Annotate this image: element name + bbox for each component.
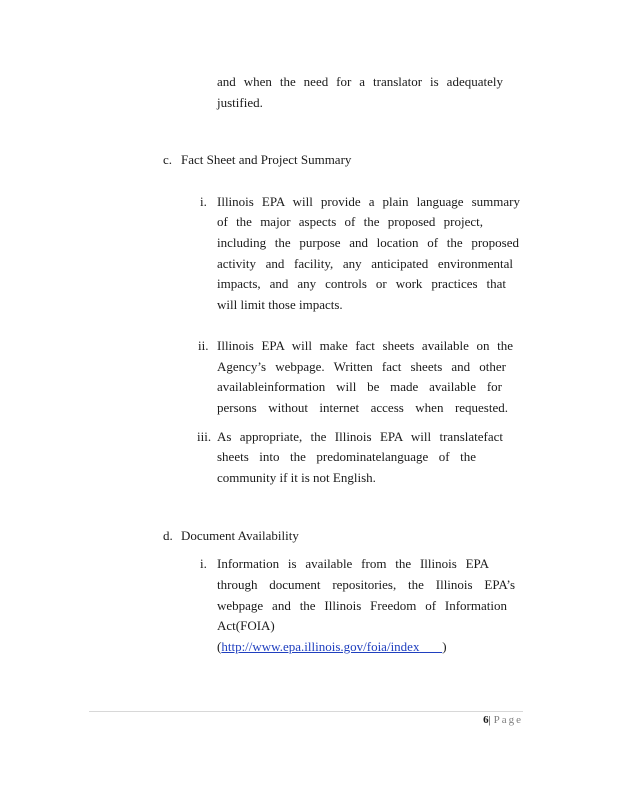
item-c-iii-marker: iii. [197, 429, 212, 444]
item-c-iii-line-2: sheets into the predominatelanguage of the [217, 449, 476, 464]
item-d-i-line-1: Information is available from the Illinois EPA [217, 556, 489, 571]
link-close-paren: ) [442, 639, 447, 654]
page-number: 6 [483, 714, 489, 726]
item-c-ii-marker: ii. [198, 338, 209, 353]
item-d-i-line-3: webpage and the Illinois Freedom of Information [217, 598, 507, 613]
section-c-marker: c. [163, 152, 173, 167]
section-d-marker: d. [163, 528, 173, 543]
intro-line-2: justified. [217, 95, 263, 110]
item-c-ii-line-2: Agency’s webpage. Written fact sheets and other [217, 359, 506, 374]
item-c-ii-line-4: persons without internet access when requested. [217, 400, 508, 415]
link-open-paren: ( [217, 639, 222, 654]
section-d-title: Document Availability [181, 528, 299, 543]
item-d-i-line-4: Act(FOIA) [217, 618, 275, 633]
section-c-title: Fact Sheet and Project Summary [181, 152, 352, 167]
item-c-i-line-1: Illinois EPA will provide a plain language summary [217, 194, 520, 209]
item-c-i-line-4: activity and facility, any anticipated environmental [217, 256, 513, 271]
intro-line-1: and when the need for a translator is adequately [217, 74, 503, 89]
item-d-i-line-2: through document repositories, the Illinois EPA’s [217, 577, 515, 592]
item-c-iii-line-1: As appropriate, the Illinois EPA will translatefact [217, 429, 503, 444]
page-separator: | [488, 714, 491, 726]
item-c-iii-line-3: community if it is not English. [217, 470, 376, 485]
page-footer [460, 713, 523, 727]
item-d-i-marker: i. [200, 556, 207, 571]
foia-link-line [217, 639, 447, 655]
item-c-i-line-6: will limit those impacts. [217, 297, 343, 312]
page-label: Page [493, 714, 523, 726]
footer-divider [89, 711, 523, 712]
item-c-i-line-3: including the purpose and location of the proposed [217, 235, 519, 250]
item-c-i-marker: i. [200, 194, 207, 209]
item-c-ii-line-1: Illinois EPA will make fact sheets available on the [217, 338, 513, 353]
link-trailing-underline [419, 639, 442, 654]
foia-link[interactable]: http://www.epa.illinois.gov/foia/index [221, 639, 420, 654]
item-c-ii-line-3: availableinformation will be made available for [217, 379, 502, 394]
item-c-i-line-2: of the major aspects of the proposed project, [217, 214, 483, 229]
item-c-i-line-5: impacts, and any controls or work practices that [217, 276, 506, 291]
